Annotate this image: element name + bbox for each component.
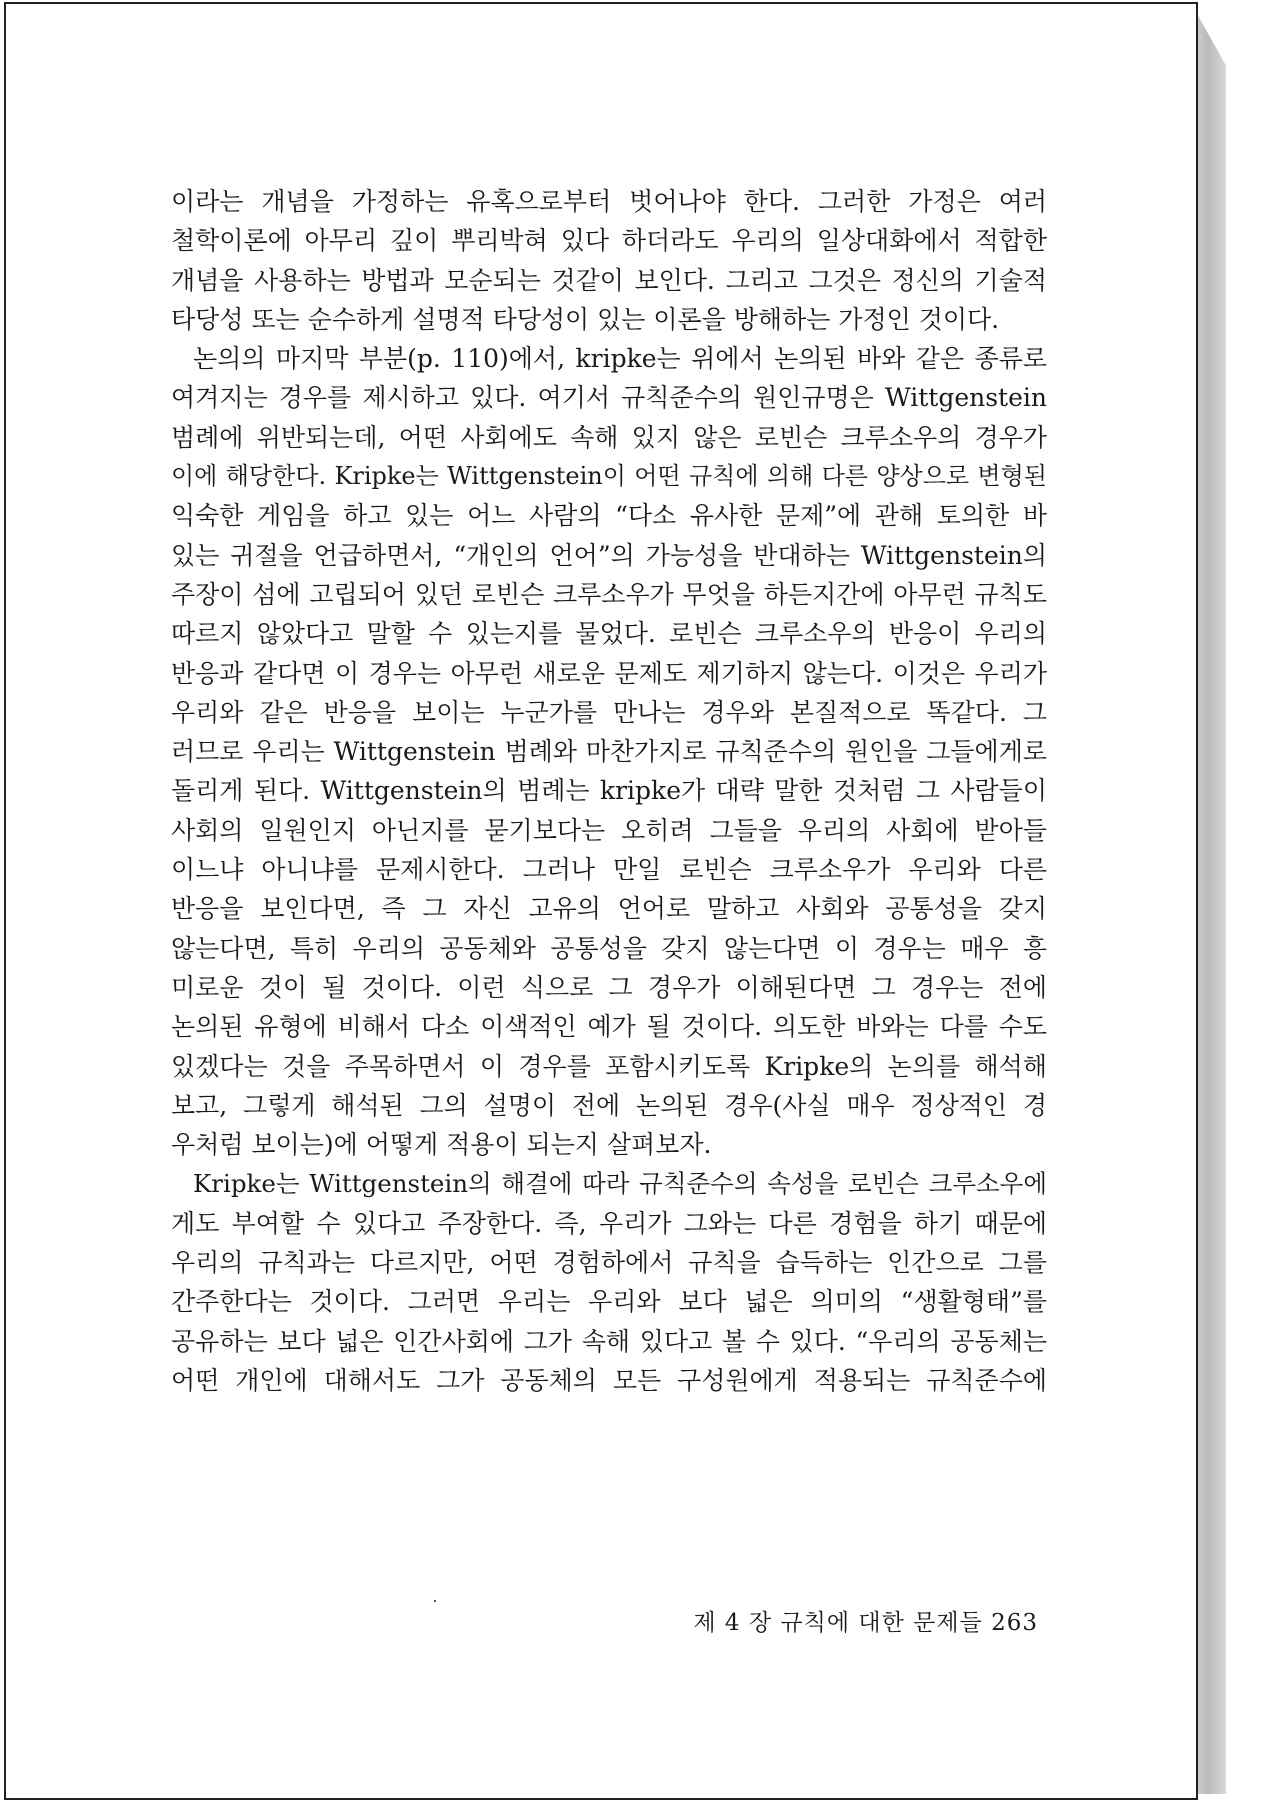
text-line: 있는 귀절을 언급하면서, “개인의 언어”의 가능성을 반대하는 Wittgenstein의 [171, 540, 1047, 570]
text-line: 논의된 유형에 비해서 다소 이색적인 예가 될 것이다. 의도한 바와는 다를 수도 [171, 1012, 1047, 1042]
text-line: 여겨지는 경우를 제시하고 있다. 여기서 규칙준수의 원인규명은 Wittgenstein [171, 383, 1047, 413]
text-line: 철학이론에 아무리 깊이 뿌리박혀 있다 하더라도 우리의 일상대화에서 적합한 [171, 226, 1047, 256]
page-edge-shadow [1196, 12, 1226, 1794]
text-line: 개념을 사용하는 방법과 모순되는 것같이 보인다. 그리고 그것은 정신의 기술적 [171, 265, 1047, 295]
text-line: 공유하는 보다 넓은 인간사회에 그가 속해 있다고 볼 수 있다. “우리의 공동체는 [171, 1326, 1047, 1356]
text-line: 익숙한 게임을 하고 있는 어느 사람의 “다소 유사한 문제”에 관해 토의한 바 [171, 501, 1047, 531]
text-line: 사회의 일원인지 아닌지를 묻기보다는 오히려 그들을 우리의 사회에 받아들 [171, 815, 1047, 845]
text-line: 간주한다는 것이다. 그러면 우리는 우리와 보다 넓은 의미의 “생활형태”를 [171, 1287, 1047, 1317]
book-page [4, 2, 1198, 1800]
text-line: 따르지 않았다고 말할 수 있는지를 물었다. 로빈슨 크루소우의 반응이 우리의 [171, 619, 1047, 649]
text-line: 타당성 또는 순수하게 설명적 타당성이 있는 이론을 방해하는 가정인 것이다. [171, 304, 1000, 334]
text-line: 논의의 마지막 부분(p. 110)에서, kripke는 위에서 논의된 바와 같은 종류로 [193, 344, 1047, 374]
text-line: 반응과 같다면 이 경우는 아무런 새로운 문제도 제기하지 않는다. 이것은 우리가 [171, 658, 1047, 688]
text-line: 반응을 보인다면, 즉 그 자신 고유의 언어로 말하고 사회와 공통성을 갖지 [171, 894, 1047, 924]
text-line: 게도 부여할 수 있다고 주장한다. 즉, 우리가 그와는 다른 경험을 하기 때문에 [171, 1208, 1047, 1238]
text-line: 이에 해당한다. Kripke는 Wittgenstein이 어떤 규칙에 의해 다른 양상으로 변형된 [171, 462, 1047, 491]
text-line: 있겠다는 것을 주목하면서 이 경우를 포함시키도록 Kripke의 논의를 해석해 [171, 1051, 1047, 1081]
text-line: 주장이 섬에 고립되어 있던 로빈슨 크루소우가 무엇을 하든지간에 아무런 규칙도 [171, 579, 1047, 609]
running-footer: 제 4 장 규칙에 대한 문제들 263 [693, 1610, 1038, 1636]
text-line: 이느냐 아니냐를 문제시한다. 그러나 만일 로빈슨 크루소우가 우리와 다른 [171, 855, 1047, 885]
text-line: Kripke는 Wittgenstein의 해결에 따라 규칙준수의 속성을 로빈슨 크루소우에 [193, 1169, 1047, 1199]
print-speck [434, 1600, 436, 1602]
text-line: 돌리게 된다. Wittgenstein의 범례는 kripke가 대략 말한 것처럼 그 사람들이 [171, 776, 1047, 806]
text-line: 러므로 우리는 Wittgenstein 범례와 마찬가지로 규칙준수의 원인을 그들에게로 [171, 737, 1047, 767]
text-line: 우리의 규칙과는 다르지만, 어떤 경험하에서 규칙을 습득하는 인간으로 그를 [171, 1248, 1047, 1278]
text-line: 미로운 것이 될 것이다. 이런 식으로 그 경우가 이해된다면 그 경우는 전에 [171, 972, 1047, 1002]
text-line: 보고, 그렇게 해석된 그의 설명이 전에 논의된 경우(사실 매우 정상적인 경 [171, 1090, 1047, 1120]
text-line: 우처럼 보이는)에 어떻게 적용이 되는지 살펴보자. [171, 1130, 712, 1160]
text-line: 않는다면, 특히 우리의 공동체와 공통성을 갖지 않는다면 이 경우는 매우 흥 [171, 933, 1047, 963]
text-line: 우리와 같은 반응을 보이는 누군가를 만나는 경우와 본질적으로 똑같다. 그 [171, 697, 1047, 727]
text-line: 범례에 위반되는데, 어떤 사회에도 속해 있지 않은 로빈슨 크루소우의 경우가 [171, 422, 1047, 452]
text-line: 어떤 개인에 대해서도 그가 공동체의 모든 구성원에게 적용되는 규칙준수에 [171, 1365, 1047, 1395]
text-line: 이라는 개념을 가정하는 유혹으로부터 벗어나야 한다. 그러한 가정은 여러 [171, 187, 1047, 216]
body-text [171, 182, 1047, 1400]
